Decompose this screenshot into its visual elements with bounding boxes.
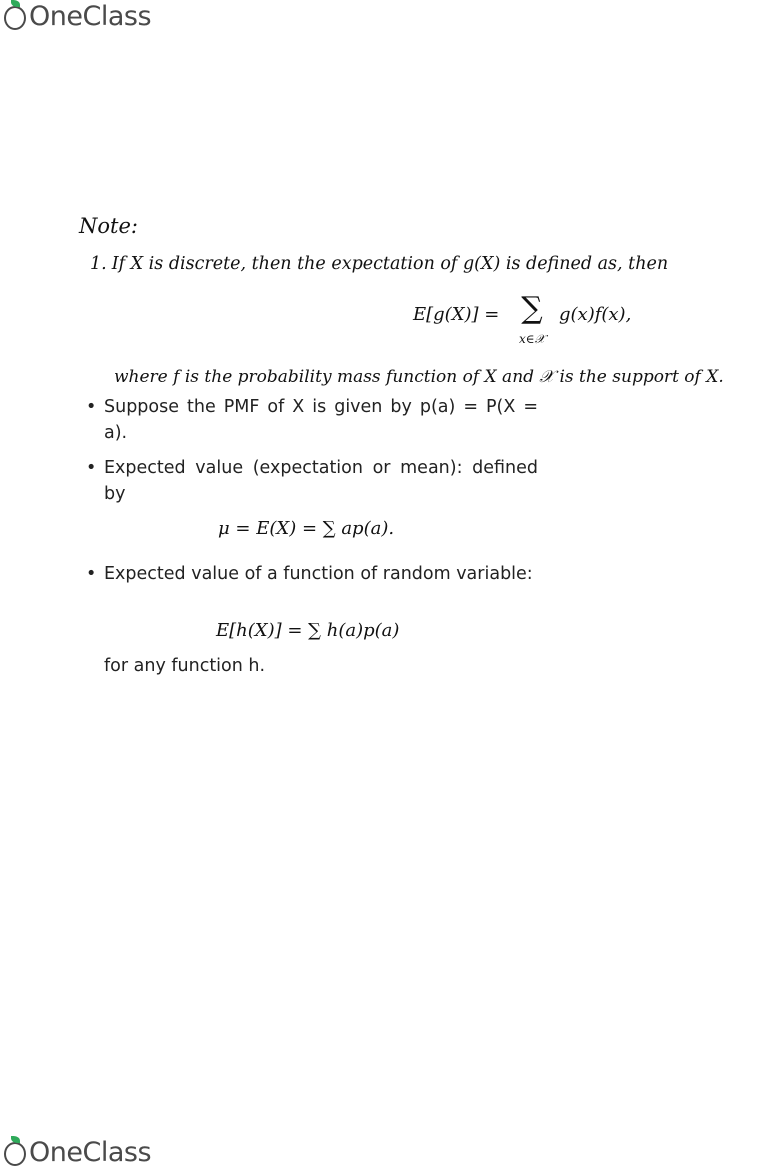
summation-subscript: x∈𝒳 — [519, 332, 545, 346]
oneclass-leaf-icon — [2, 0, 36, 34]
brand-name: OneClass — [29, 1137, 152, 1168]
note-heading: Note: — [79, 214, 138, 238]
note-item-1 — [90, 254, 668, 274]
where-clause: where f is the probability mass function of X and 𝒳 is the support of X. — [114, 367, 724, 387]
bullet-text: Suppose the PMF of X is given by p(a) = P(X = a). — [104, 397, 538, 443]
summation — [510, 291, 554, 347]
note-item-text: If X is discrete, then the expectation of g(X) is defined as, then — [111, 254, 669, 274]
bullet-text: Expected value (expectation or mean): defined by — [104, 458, 538, 504]
bullet-pmf — [86, 394, 538, 446]
function-mean-equation: E[h(X)] = ∑ h(a)p(a) — [216, 620, 400, 641]
sigma-symbol: ∑ — [521, 291, 543, 326]
oneclass-logo-bottom — [2, 1136, 151, 1170]
mean-equation: μ = E(X) = ∑ ap(a). — [218, 518, 395, 539]
bullet-expected-value — [86, 455, 538, 507]
formula-lhs: E[g(X)] = — [413, 304, 500, 325]
bullet-dot: • — [86, 458, 97, 478]
bullet-text: Expected value of a function of random variable: — [104, 564, 533, 584]
bullet-dot: • — [86, 564, 97, 584]
function-note: for any function h. — [104, 656, 266, 676]
formula-rhs: g(x)f(x), — [559, 304, 632, 325]
bullet-dot: • — [86, 397, 97, 417]
bullet-function-expectation — [86, 561, 538, 587]
brand-name: OneClass — [29, 1, 152, 32]
note-item-number: 1. — [90, 254, 107, 274]
oneclass-logo-top — [2, 0, 151, 34]
oneclass-leaf-icon — [2, 1136, 36, 1170]
